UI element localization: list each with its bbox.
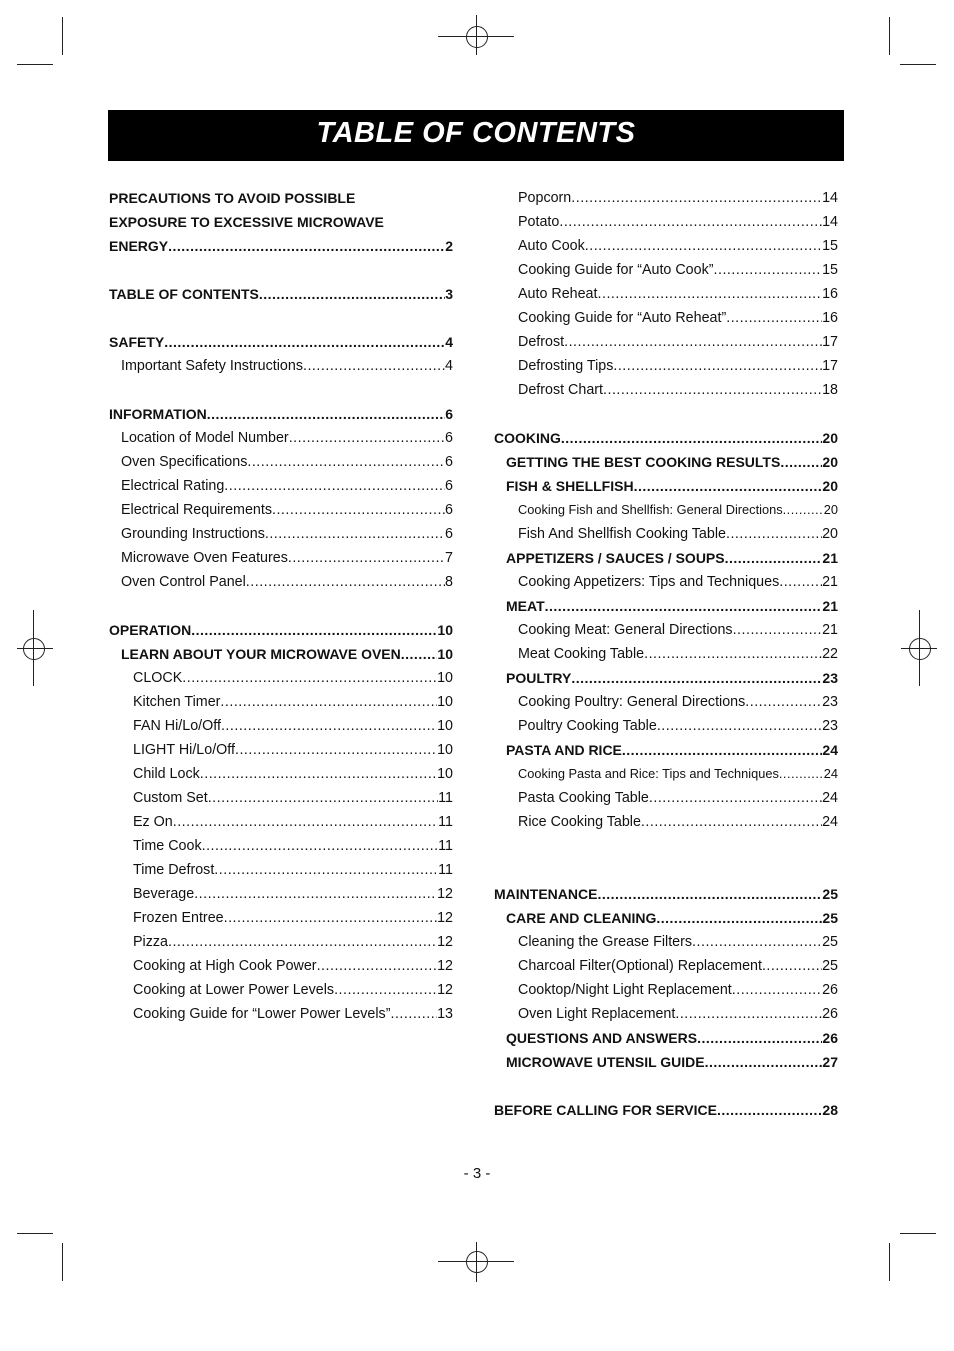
- toc-entry[interactable]: [109, 402, 453, 426]
- toc-entry-title: ENERGY: [109, 238, 169, 254]
- registration-mark: [17, 648, 53, 649]
- crop-mark: [62, 17, 63, 55]
- toc-entry-title: Cooktop/Night Light Replacement: [518, 982, 732, 998]
- toc-entry-page: 26: [822, 982, 838, 998]
- toc-entry-title: Defrost Chart: [518, 382, 604, 398]
- toc-entry-page: 21: [822, 622, 838, 638]
- toc-entry-page: 4: [445, 358, 453, 374]
- dot-leader: [200, 762, 437, 786]
- registration-mark: [919, 610, 920, 686]
- toc-entry[interactable]: [494, 1026, 838, 1050]
- toc-entry-page: 11: [438, 814, 453, 830]
- toc-entry-title: Auto Cook: [518, 238, 585, 254]
- dot-leader: [725, 546, 823, 570]
- toc-entry-title: Cooking Guide for “Auto Reheat”: [518, 310, 727, 326]
- crop-mark: [900, 1233, 936, 1234]
- dot-leader: [334, 978, 437, 1002]
- dot-leader: [545, 594, 823, 618]
- toc-entry-page: 24: [823, 766, 838, 781]
- dot-leader: [561, 426, 823, 450]
- toc-entry-page: 10: [437, 646, 453, 662]
- toc-entry-title: Grounding Instructions: [121, 526, 265, 542]
- dot-leader: [265, 522, 445, 546]
- toc-entry-title: MEAT: [506, 598, 545, 614]
- dot-leader: [597, 882, 822, 906]
- toc-entry-title: Time Cook: [133, 838, 202, 854]
- toc-entry-page: 14: [822, 214, 838, 230]
- toc-entry-title: Defrosting Tips: [518, 358, 614, 374]
- toc-entry[interactable]: [109, 498, 453, 522]
- toc-entry-title: TABLE OF CONTENTS: [109, 286, 259, 302]
- dot-leader: [224, 906, 438, 930]
- toc-entry-page: 11: [438, 862, 453, 878]
- registration-mark: [476, 1242, 477, 1282]
- toc-entry-page: 7: [445, 550, 453, 566]
- crop-mark: [62, 1243, 63, 1281]
- toc-entry-title: Cooking Meat: General Directions: [518, 622, 733, 638]
- toc-entry[interactable]: [109, 762, 453, 786]
- dot-leader: [182, 666, 437, 690]
- registration-mark: [466, 1251, 488, 1273]
- toc-entry[interactable]: [494, 906, 838, 930]
- toc-entry[interactable]: [494, 714, 838, 738]
- toc-left-column: [109, 186, 453, 1026]
- toc-entry-title: BEFORE CALLING FOR SERVICE: [494, 1102, 717, 1118]
- toc-entry-title: Frozen Entree: [133, 910, 224, 926]
- title-banner: [108, 110, 844, 161]
- toc-entry[interactable]: [109, 978, 453, 1002]
- dot-leader: [634, 474, 823, 498]
- dot-leader: [613, 354, 822, 378]
- toc-entry[interactable]: [494, 954, 838, 978]
- toc-entry[interactable]: [494, 978, 838, 1002]
- toc-entry-title: LIGHT Hi/Lo/Off: [133, 742, 235, 758]
- toc-entry-title: Oven Control Panel: [121, 574, 246, 590]
- toc-entry[interactable]: [109, 546, 453, 570]
- toc-entry[interactable]: [109, 282, 453, 306]
- spacer: [494, 402, 838, 426]
- toc-entry-title: Cleaning the Grease Filters: [518, 934, 693, 950]
- toc-entry-page: 26: [822, 1006, 838, 1022]
- toc-entry[interactable]: [109, 786, 453, 810]
- toc-entry-page: 17: [822, 358, 838, 374]
- toc-entry-title: Microwave Oven Features: [121, 550, 288, 566]
- toc-right-column: [494, 186, 838, 1122]
- toc-entry[interactable]: [109, 234, 453, 258]
- page-title: TABLE OF CONTENTS: [316, 117, 636, 149]
- toc-entry-title: Meat Cooking Table: [518, 646, 645, 662]
- toc-entry[interactable]: [109, 954, 453, 978]
- toc-entry-title: Custom Set: [133, 790, 208, 806]
- toc-entry-page: 17: [822, 334, 838, 350]
- dot-leader: [762, 954, 822, 978]
- dot-leader: [303, 354, 445, 378]
- toc-entry-page: 10: [437, 622, 453, 638]
- toc-entry-title: Electrical Rating: [121, 478, 225, 494]
- toc-entry-page: 12: [437, 958, 453, 974]
- toc-entry[interactable]: [109, 810, 453, 834]
- dot-leader: [585, 234, 822, 258]
- toc-entry-page: 3: [445, 286, 453, 302]
- dot-leader: [191, 618, 437, 642]
- dot-leader: [675, 1002, 822, 1026]
- toc-entry[interactable]: [494, 450, 838, 474]
- dot-leader: [208, 786, 438, 810]
- toc-entry-title: Oven Specifications: [121, 454, 248, 470]
- toc-entry-page: 24: [822, 790, 838, 806]
- toc-entry-title: PASTA AND RICE: [506, 742, 622, 758]
- crop-mark: [17, 64, 53, 65]
- toc-entry-page: 10: [437, 694, 453, 710]
- toc-entry[interactable]: [109, 906, 453, 930]
- toc-entry[interactable]: [494, 570, 838, 594]
- crop-mark: [889, 1243, 890, 1281]
- toc-entry-title: Cooking Pasta and Rice: Tips and Techniques: [518, 766, 779, 781]
- toc-entry-title: Cooking at High Cook Power: [133, 958, 317, 974]
- toc-entry-page: 8: [445, 574, 453, 590]
- toc-entry-title: SAFETY: [109, 334, 165, 350]
- dot-leader: [726, 306, 822, 330]
- toc-entry-page: 6: [445, 454, 453, 470]
- toc-entry-title: Cooking Fish and Shellfish: General Directions: [518, 502, 783, 517]
- toc-entry[interactable]: [494, 234, 838, 258]
- dot-leader: [168, 234, 445, 258]
- toc-entry-title: COOKING: [494, 430, 561, 446]
- toc-entry[interactable]: [494, 810, 838, 834]
- dot-leader: [697, 1026, 822, 1050]
- dot-leader: [571, 186, 822, 210]
- dot-leader: [272, 498, 445, 522]
- page-number: - 3 -: [463, 1165, 491, 1182]
- toc-entry-page: 20: [822, 430, 838, 446]
- toc-entry-title: Important Safety Instructions: [121, 358, 303, 374]
- toc-entry[interactable]: [109, 882, 453, 906]
- toc-entry[interactable]: [494, 690, 838, 714]
- toc-entry-page: 12: [437, 934, 453, 950]
- registration-mark: [909, 638, 931, 660]
- toc-entry[interactable]: [494, 426, 838, 450]
- toc-entry-page: 24: [822, 814, 838, 830]
- dot-leader: [259, 282, 445, 306]
- dot-leader: [656, 906, 822, 930]
- toc-entry-page: 25: [822, 958, 838, 974]
- dot-leader: [173, 810, 438, 834]
- toc-entry[interactable]: [109, 450, 453, 474]
- toc-entry-page: 27: [822, 1054, 838, 1070]
- dot-leader: [168, 930, 437, 954]
- dot-leader: [559, 210, 822, 234]
- toc-entry[interactable]: [109, 354, 453, 378]
- toc-entry-page: 23: [822, 670, 838, 686]
- toc-entry-page: 15: [822, 262, 838, 278]
- toc-entry-page: 12: [437, 982, 453, 998]
- toc-entry-page: 16: [822, 310, 838, 326]
- toc-entry-title: Pasta Cooking Table: [518, 790, 649, 806]
- toc-entry[interactable]: [494, 258, 838, 282]
- toc-entry[interactable]: [494, 282, 838, 306]
- dot-leader: [692, 930, 822, 954]
- toc-entry-title: Beverage: [133, 886, 195, 902]
- dot-leader: [571, 666, 822, 690]
- toc-entry-title: MICROWAVE UTENSIL GUIDE: [506, 1054, 705, 1070]
- toc-entry-title: Potato: [518, 214, 560, 230]
- dot-leader: [726, 522, 822, 546]
- toc-entry-title: Cooking Guide for “Lower Power Levels”: [133, 1006, 391, 1022]
- toc-entry[interactable]: [109, 690, 453, 714]
- toc-entry[interactable]: [494, 354, 838, 378]
- toc-entry-title: Oven Light Replacement: [518, 1006, 676, 1022]
- toc-entry-title: Electrical Requirements: [121, 502, 272, 518]
- toc-entry[interactable]: [109, 570, 453, 594]
- toc-entry[interactable]: [109, 666, 453, 690]
- dot-leader: [390, 1002, 437, 1026]
- toc-entry[interactable]: [494, 186, 838, 210]
- dot-leader: [780, 450, 822, 474]
- toc-entry-page: 26: [822, 1030, 838, 1046]
- spacer: [109, 306, 453, 330]
- toc-entry-page: 21: [822, 598, 838, 614]
- toc-entry[interactable]: [109, 858, 453, 882]
- dot-leader: [717, 1098, 822, 1122]
- dot-leader: [235, 738, 437, 762]
- toc-entry[interactable]: [109, 738, 453, 762]
- toc-entry-page: 10: [437, 766, 453, 782]
- toc-entry-title: PRECAUTIONS TO AVOID POSSIBLE: [109, 190, 356, 206]
- dot-leader: [783, 498, 824, 522]
- dot-leader: [220, 690, 437, 714]
- toc-entry-page: 11: [438, 790, 453, 806]
- toc-entry-page: 15: [822, 238, 838, 254]
- toc-entry-title: GETTING THE BEST COOKING RESULTS: [506, 454, 781, 470]
- toc-entry[interactable]: [494, 474, 838, 498]
- crop-mark: [17, 1233, 53, 1234]
- toc-entry-page: 25: [822, 934, 838, 950]
- dot-leader: [714, 258, 823, 282]
- dot-leader: [164, 330, 445, 354]
- dot-leader: [247, 450, 445, 474]
- dot-leader: [224, 474, 445, 498]
- toc-entry-title: EXPOSURE TO EXCESSIVE MICROWAVE: [109, 214, 384, 230]
- toc-entry[interactable]: [494, 210, 838, 234]
- toc-entry-page: 21: [822, 550, 838, 566]
- toc-entry[interactable]: [494, 882, 838, 906]
- dot-leader: [202, 834, 439, 858]
- toc-entry-page: 11: [438, 838, 453, 854]
- spacer: [494, 858, 838, 882]
- dot-leader: [603, 378, 822, 402]
- toc-entry-page: 20: [822, 526, 838, 542]
- toc-entry-title: POULTRY: [506, 670, 572, 686]
- dot-leader: [246, 570, 445, 594]
- toc-entry-title: Fish And Shellfish Cooking Table: [518, 526, 726, 542]
- toc-entry-title: Location of Model Number: [121, 430, 289, 446]
- crop-mark: [900, 64, 936, 65]
- toc-entry-title: Cooking Guide for “Auto Cook”: [518, 262, 714, 278]
- toc-entry-page: 10: [437, 670, 453, 686]
- toc-entry-title: Pizza: [133, 934, 168, 950]
- toc-entry-title: Cooking at Lower Power Levels: [133, 982, 335, 998]
- dot-leader: [733, 618, 823, 642]
- toc-entry-page: 10: [437, 718, 453, 734]
- registration-mark: [23, 638, 45, 660]
- dot-leader: [779, 762, 824, 786]
- toc-entry-title: LEARN ABOUT YOUR MICROWAVE OVEN: [121, 646, 401, 662]
- spacer: [109, 594, 453, 618]
- spacer: [109, 258, 453, 282]
- toc-entry[interactable]: [494, 1098, 838, 1122]
- dot-leader: [649, 786, 822, 810]
- dot-leader: [564, 330, 822, 354]
- dot-leader: [194, 882, 437, 906]
- toc-entry[interactable]: [494, 618, 838, 642]
- crop-mark: [889, 17, 890, 55]
- toc-entry[interactable]: [109, 1002, 453, 1026]
- toc-entry[interactable]: [109, 642, 453, 666]
- toc-entry[interactable]: [494, 498, 838, 522]
- toc-entry-page: 6: [445, 526, 453, 542]
- toc-entry[interactable]: [494, 786, 838, 810]
- toc-entry[interactable]: [494, 594, 838, 618]
- dot-leader: [622, 738, 823, 762]
- registration-mark: [33, 610, 34, 686]
- toc-entry-page: 12: [437, 886, 453, 902]
- spacer: [494, 1074, 838, 1098]
- toc-entry[interactable]: [109, 834, 453, 858]
- toc-entry-title: CLOCK: [133, 670, 183, 686]
- toc-entry-title: INFORMATION: [109, 406, 207, 422]
- toc-entry-page: 16: [822, 286, 838, 302]
- spacer: [494, 834, 838, 858]
- toc-entry[interactable]: [494, 330, 838, 354]
- dot-leader: [214, 858, 438, 882]
- dot-leader: [207, 402, 445, 426]
- toc-entry[interactable]: [109, 618, 453, 642]
- toc-entry-page: 2: [445, 238, 453, 254]
- toc-entry-page: 14: [822, 190, 838, 206]
- toc-entry-page: 12: [437, 910, 453, 926]
- toc-entry[interactable]: [109, 930, 453, 954]
- toc-entry[interactable]: [109, 714, 453, 738]
- toc-entry-page: 20: [822, 454, 838, 470]
- toc-entry-title: Time Defrost: [133, 862, 215, 878]
- toc-entry-page: 25: [822, 910, 838, 926]
- toc-entry[interactable]: [494, 1050, 838, 1074]
- toc-entry-title: Poultry Cooking Table: [518, 718, 657, 734]
- toc-entry-title: MAINTENANCE: [494, 886, 598, 902]
- toc-entry-page: 23: [822, 718, 838, 734]
- toc-entry-title: Child Lock: [133, 766, 200, 782]
- toc-entry-title: QUESTIONS AND ANSWERS: [506, 1030, 698, 1046]
- toc-entry-title: FAN Hi/Lo/Off: [133, 718, 221, 734]
- dot-leader: [317, 954, 438, 978]
- toc-entry-page: 28: [822, 1102, 838, 1118]
- toc-entry[interactable]: [494, 642, 838, 666]
- toc-entry-page: 23: [822, 694, 838, 710]
- toc-entry[interactable]: [109, 330, 453, 354]
- toc-entry-title: Defrost: [518, 334, 565, 350]
- toc-entry-title: Cooking Appetizers: Tips and Techniques: [518, 574, 780, 590]
- toc-entry-page: 24: [822, 742, 838, 758]
- toc-entry-title: APPETIZERS / SAUCES / SOUPS: [506, 550, 725, 566]
- toc-entry-title: OPERATION: [109, 622, 192, 638]
- dot-leader: [641, 810, 822, 834]
- toc-entry[interactable]: [109, 474, 453, 498]
- toc-entry-page: 22: [822, 646, 838, 662]
- toc-entry[interactable]: [494, 738, 838, 762]
- registration-mark: [466, 26, 488, 48]
- registration-mark: [476, 15, 477, 55]
- toc-entry[interactable]: [109, 210, 453, 234]
- toc-entry[interactable]: [494, 930, 838, 954]
- toc-entry-page: 10: [437, 742, 453, 758]
- toc-entry-title: FISH & SHELLFISH: [506, 478, 634, 494]
- toc-entry-page: 6: [445, 478, 453, 494]
- toc-entry[interactable]: [109, 426, 453, 450]
- toc-entry-title: Cooking Poultry: General Directions: [518, 694, 746, 710]
- dot-leader: [221, 714, 437, 738]
- toc-entry-title: Ez On: [133, 814, 173, 830]
- toc-entry-page: 18: [822, 382, 838, 398]
- toc-entry[interactable]: [494, 306, 838, 330]
- dot-leader: [779, 570, 822, 594]
- dot-leader: [598, 282, 823, 306]
- toc-entry[interactable]: [494, 762, 838, 786]
- toc-entry-title: Rice Cooking Table: [518, 814, 641, 830]
- toc-entry-page: 13: [437, 1006, 453, 1022]
- toc-entry-page: 21: [822, 574, 838, 590]
- dot-leader: [745, 690, 822, 714]
- toc-entry-title: Kitchen Timer: [133, 694, 221, 710]
- dot-leader: [644, 642, 822, 666]
- dot-leader: [732, 978, 822, 1002]
- toc-entry-page: 6: [445, 502, 453, 518]
- toc-entry[interactable]: [494, 378, 838, 402]
- toc-entry-page: 20: [822, 478, 838, 494]
- toc-entry-page: 20: [823, 502, 838, 517]
- dot-leader: [401, 642, 438, 666]
- dot-leader: [705, 1050, 823, 1074]
- dot-leader: [289, 426, 445, 450]
- toc-entry[interactable]: [109, 186, 453, 210]
- toc-entry-page: 6: [445, 406, 453, 422]
- toc-entry[interactable]: [494, 546, 838, 570]
- toc-entry-title: Popcorn: [518, 190, 572, 206]
- toc-entry[interactable]: [109, 522, 453, 546]
- dot-leader: [288, 546, 445, 570]
- spacer: [109, 378, 453, 402]
- toc-entry-title: Auto Reheat: [518, 286, 598, 302]
- toc-entry-page: 6: [445, 430, 453, 446]
- toc-entry[interactable]: [494, 666, 838, 690]
- toc-entry[interactable]: [494, 522, 838, 546]
- toc-entry-page: 25: [822, 886, 838, 902]
- toc-entry-title: Charcoal Filter(Optional) Replacement: [518, 958, 762, 974]
- toc-entry[interactable]: [494, 1002, 838, 1026]
- toc-entry-page: 4: [445, 334, 453, 350]
- toc-entry-title: CARE AND CLEANING: [506, 910, 657, 926]
- dot-leader: [657, 714, 822, 738]
